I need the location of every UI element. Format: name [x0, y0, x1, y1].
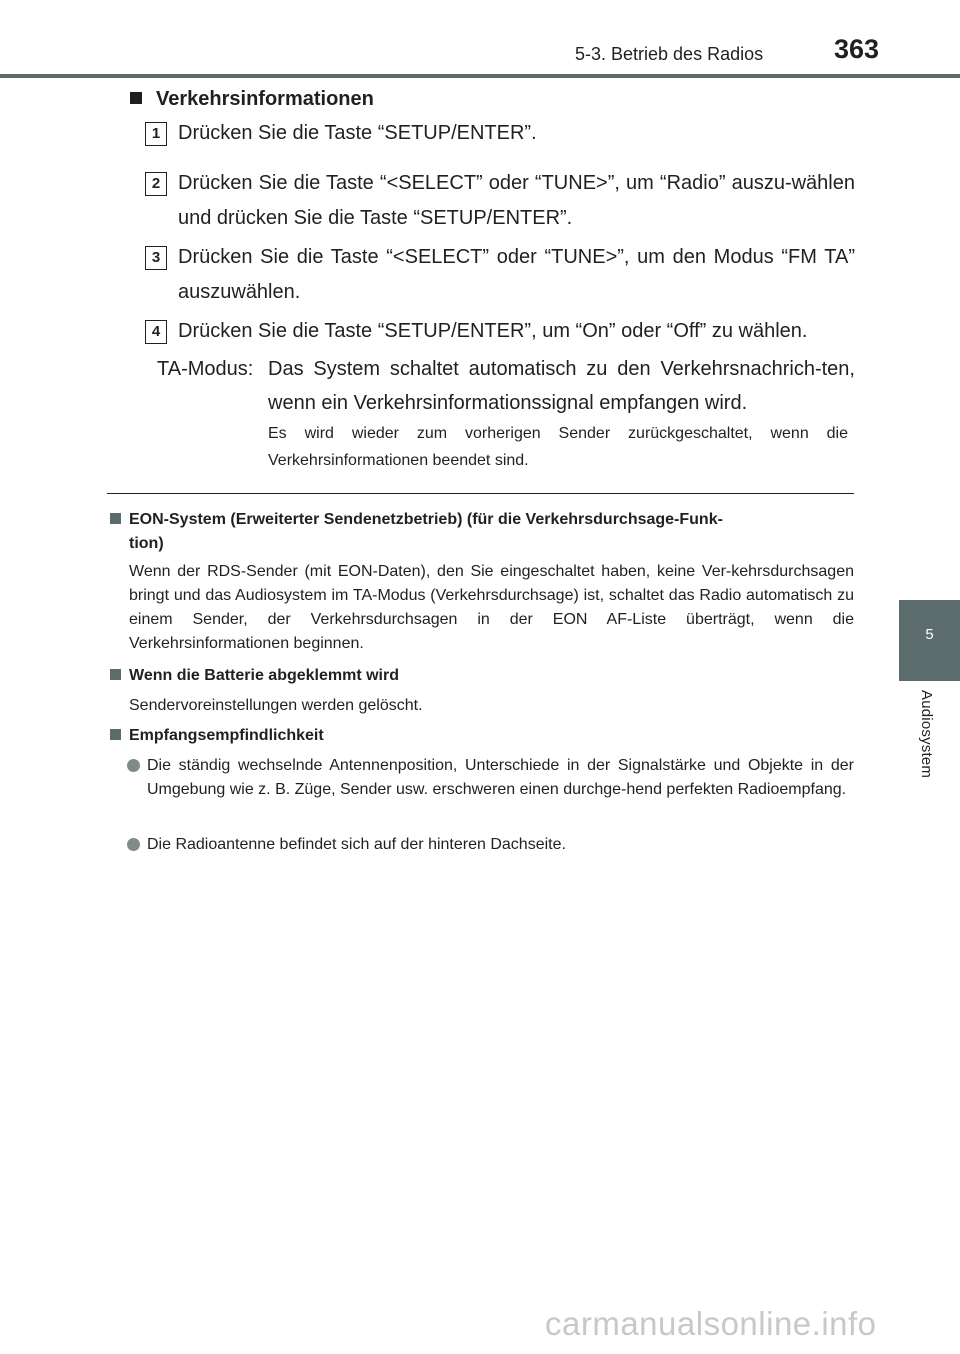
note-body-battery: Sendervoreinstellungen werden gelöscht. — [129, 697, 423, 714]
step-4 — [145, 314, 855, 349]
step-number: 4 — [145, 320, 167, 344]
reception-bullet-1 — [127, 754, 854, 802]
step-text: Drücken Sie die Taste “<SELECT” oder “TUNE>”, um “Radio” auszu-wählen und drücken Sie die Taste “SETUP/ENTER”. — [178, 172, 855, 229]
note-title-eon-line1: EON-System (Erweiterter Sendenetzbetrieb) (für die Verkehrsdurchsage-Funk- — [129, 511, 723, 528]
step-1 — [145, 116, 855, 151]
step-number: 1 — [145, 122, 167, 146]
ta-mode-label: TA-Modus: — [157, 358, 254, 380]
circle-bullet-icon — [127, 759, 140, 772]
main-title — [130, 88, 374, 111]
main-title-text: Verkehrsinformationen — [156, 88, 374, 110]
chapter-number: 5 — [925, 626, 934, 643]
square-bullet-icon — [110, 729, 121, 740]
square-bullet-icon — [110, 513, 121, 524]
note-title-reception — [110, 724, 854, 748]
square-bullet-icon — [110, 669, 121, 680]
step-2 — [145, 166, 855, 236]
watermark: carmanualsonline.info — [545, 1305, 877, 1342]
ta-mode-note: Es wird wieder zum vorherigen Sender zurückgeschaltet, wenn die Verkehrsinformationen beendet sind. — [268, 425, 848, 469]
note-body-eon: Wenn der RDS-Sender (mit EON-Daten), den Sie eingeschaltet haben, keine Ver-kehrsdurchsagen bringt und das Audiosystem im TA-Modus (Verkehrsdurchsage) ist, schaltet das Radio automatisch zu einem Sender, der Verkehrsdurchsagen in der EON AF-Liste überträgt, wenn die Verkehrsinformationen beginnen. — [129, 563, 854, 652]
section-title: 5-3. Betrieb des Radios — [575, 44, 764, 64]
header-rule — [0, 74, 960, 78]
square-bullet-icon — [130, 92, 142, 104]
step-3 — [145, 240, 855, 310]
section-divider — [107, 493, 854, 494]
reception-bullet-2 — [127, 833, 854, 857]
bullet-text: Die Radioantenne befindet sich auf der hinteren Dachseite. — [147, 836, 566, 853]
chapter-tab — [899, 600, 960, 681]
note-title-eon-line2: tion) — [129, 535, 164, 552]
step-text: Drücken Sie die Taste “SETUP/ENTER”. — [178, 122, 537, 144]
bullet-text: Die ständig wechselnde Antennenposition, Unterschiede in der Signalstärke und Objekte in der Umgebung wie z. B. Züge, Sender usw. erschweren einen durchge-hend perfekten Radioempfang. — [147, 757, 854, 798]
step-text: Drücken Sie die Taste “<SELECT” oder “TUNE>”, um den Modus “FM TA” auszuwählen. — [178, 246, 855, 303]
note-title-reception-text: Empfangsempfindlichkeit — [129, 727, 324, 744]
step-text: Drücken Sie die Taste “SETUP/ENTER”, um “On” oder “Off” zu wählen. — [178, 320, 808, 342]
note-title-battery — [110, 664, 854, 688]
ta-mode-description: Das System schaltet automatisch zu den Verkehrsnachrich-ten, wenn ein Verkehrsinformationssignal empfangen wird. — [268, 358, 855, 414]
page-number: 363 — [834, 34, 880, 64]
step-number: 2 — [145, 172, 167, 196]
note-title-battery-text: Wenn die Batterie abgeklemmt wird — [129, 667, 399, 684]
note-title-eon — [110, 508, 854, 556]
chapter-label: Audiosystem — [918, 690, 935, 779]
circle-bullet-icon — [127, 838, 140, 851]
step-number: 3 — [145, 246, 167, 270]
